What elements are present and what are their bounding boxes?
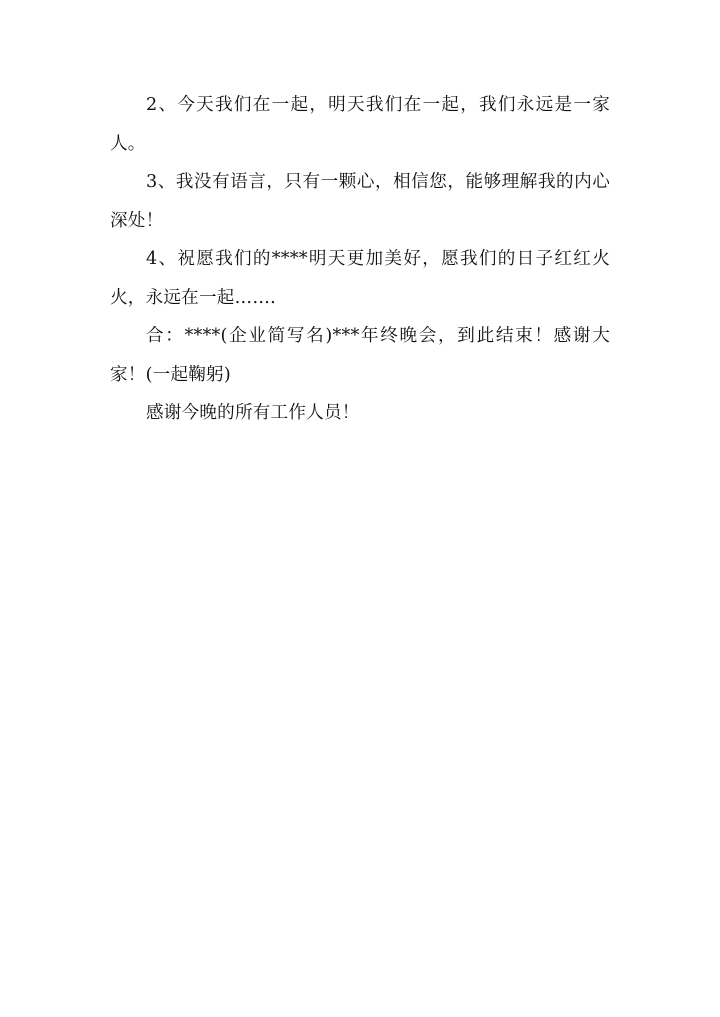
document-body <box>110 86 610 433</box>
paragraph-wish-4: 4、祝愿我们的****明天更加美好，愿我们的日子红红火火，永远在一起……. <box>110 249 610 308</box>
paragraph-wish-3: 3、我没有语言，只有一颗心，相信您，能够理解我的内心深处！ <box>110 172 610 231</box>
paragraph-wish-2: 2、今天我们在一起，明天我们在一起，我们永远是一家人。 <box>110 95 610 154</box>
paragraph-closing: 合：****(企业简写名)***年终晚会，到此结束！感谢大家！(一起鞠躬) <box>110 326 610 385</box>
paragraph-thanks: 感谢今晚的所有工作人员！ <box>146 403 360 423</box>
